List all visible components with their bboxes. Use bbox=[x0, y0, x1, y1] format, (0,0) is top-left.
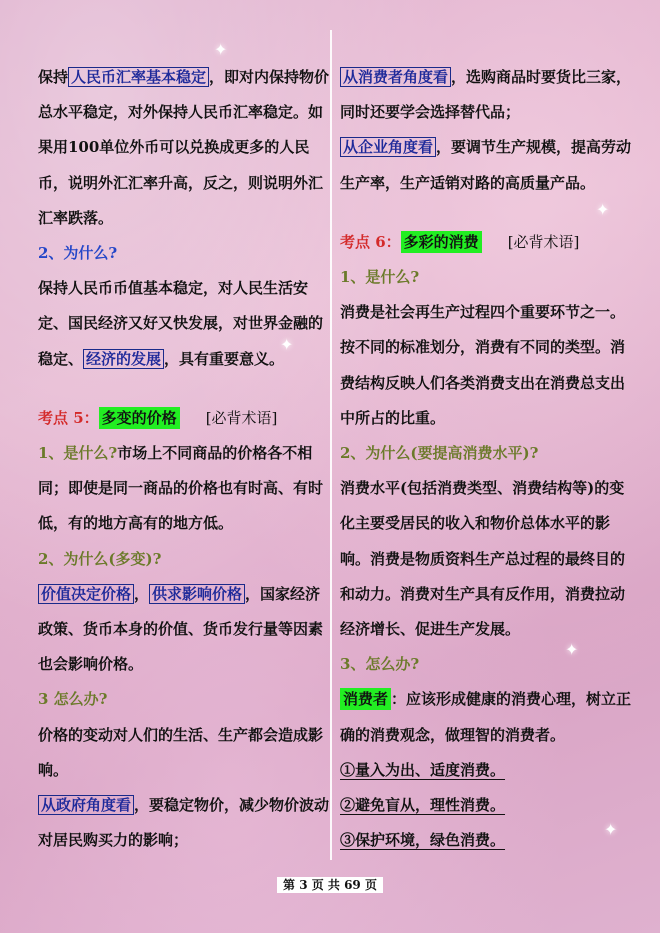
paragraph-consumption-def: 消费是社会再生产过程四个重要环节之一。按不同的标准划分，消费有不同的类型。消费结构反映人们各类消费支出在消费总支出中所占的比重。 bbox=[340, 303, 626, 427]
boxed-term: 经济的发展 bbox=[83, 349, 164, 369]
text-span: ，要稳定物价，减少物价波动对居民购买力的影响； bbox=[38, 796, 330, 850]
page-footer bbox=[0, 874, 660, 893]
heading-how: 3、怎么办? bbox=[340, 655, 420, 674]
boxed-term: 价值决定价格 bbox=[38, 584, 134, 604]
kp-title: 多彩的消费 bbox=[401, 231, 482, 253]
sparkle-icon: ✦ bbox=[596, 200, 610, 219]
text-span: ：应该形成健康的消费心理，树立正确的消费观念，做理智的消费者。 bbox=[340, 690, 632, 744]
text-span: ，即对内保持物价总水平稳定，对外保持人民币汇率稳定。如果用100单位外币可以兑换成更多的人民币，说明外汇汇率升高，反之，则说明外汇汇率跌落。 bbox=[38, 68, 330, 227]
text-span: 市场上不同商品的价格各不相同；即使是同一商品的价格也有时高、有时低，有的地方高有的地方低。 bbox=[38, 444, 324, 533]
kp-label: 考点 6： bbox=[340, 232, 401, 251]
list-item-text: ③保护环境，绿色消费。 bbox=[340, 831, 506, 850]
text-span: 保持 bbox=[38, 68, 69, 86]
paragraph-government bbox=[38, 788, 330, 858]
text-span: ， bbox=[134, 584, 150, 603]
kp-tag: [必背术语] bbox=[507, 232, 580, 251]
text-span: 保持人民币币值基本稳定，对人民生活安定、国民经济又好又快发展，对世界金融的稳定、 bbox=[38, 279, 324, 368]
paragraph-consumption-level: 消费水平(包括消费类型、消费结构等)的变化主要受居民的收入和物价总体水平的影响。消费是物质资料生产总过程的最终目的和动力。消费对生产具有反作用，消费拉动经济增长、促进生产发展。 bbox=[340, 479, 626, 639]
paragraph-factors bbox=[38, 577, 330, 683]
heading-why-variable: 2、为什么(多变)? bbox=[38, 549, 162, 568]
sparkle-icon: ✦ bbox=[280, 335, 294, 354]
boxed-term: 从政府角度看 bbox=[38, 795, 134, 815]
list-item bbox=[340, 823, 632, 858]
boxed-term: 从消费者角度看 bbox=[340, 67, 451, 87]
kp-title: 多变的价格 bbox=[99, 407, 180, 429]
heading-what: 1、是什么? bbox=[340, 268, 420, 287]
highlight-term: 消费者 bbox=[340, 688, 391, 710]
kp-tag: [必背术语] bbox=[205, 408, 278, 427]
paragraph-exchange-rate bbox=[38, 60, 330, 236]
kp-label: 考点 5： bbox=[38, 408, 99, 427]
list-item-text: ①量入为出、适度消费。 bbox=[340, 760, 506, 779]
column-divider bbox=[330, 30, 332, 860]
heading-what: 1、是什么? bbox=[38, 444, 118, 463]
left-column bbox=[38, 60, 330, 858]
text-span: ，具有重要意义。 bbox=[164, 349, 285, 368]
text-span: ，要调节生产规模，提高劳动生产率，生产适销对路的高质量产品。 bbox=[340, 138, 632, 192]
sparkle-icon: ✦ bbox=[604, 820, 618, 839]
paragraph-what bbox=[38, 436, 330, 542]
list-item bbox=[340, 788, 632, 823]
paragraph-consumer-view bbox=[340, 60, 632, 130]
text-span: ，选购商品时要货比三家，同时还要学会选择替代品； bbox=[340, 68, 632, 122]
boxed-term: 从企业角度看 bbox=[340, 137, 436, 157]
paragraph-enterprise-view bbox=[340, 130, 632, 200]
paragraph-impact: 价格的变动对人们的生活、生产都会造成影响。 bbox=[38, 725, 324, 779]
section-heading-kp6 bbox=[340, 225, 632, 260]
sparkle-icon: ✦ bbox=[214, 40, 228, 59]
boxed-term: 人民币汇率基本稳定 bbox=[68, 67, 209, 87]
right-column bbox=[340, 60, 632, 858]
boxed-term: 供求影响价格 bbox=[149, 584, 245, 604]
text-span: ，国家经济政策、货币本身的价值、货币发行量等因素也会影响价格。 bbox=[38, 584, 324, 674]
list-item bbox=[340, 753, 632, 788]
paragraph-consumer bbox=[340, 682, 632, 752]
heading-why-level: 2、为什么(要提高消费水平)? bbox=[340, 444, 539, 463]
section-heading-kp5 bbox=[38, 401, 330, 436]
paragraph-significance bbox=[38, 271, 330, 377]
sparkle-icon: ✦ bbox=[565, 640, 579, 659]
heading-why: 2、为什么? bbox=[38, 244, 118, 263]
list-item-text: ②避免盲从，理性消费。 bbox=[340, 796, 506, 815]
heading-how: 3 怎么办? bbox=[38, 690, 108, 709]
page-number: 第 3 页 共 69 页 bbox=[277, 877, 383, 893]
